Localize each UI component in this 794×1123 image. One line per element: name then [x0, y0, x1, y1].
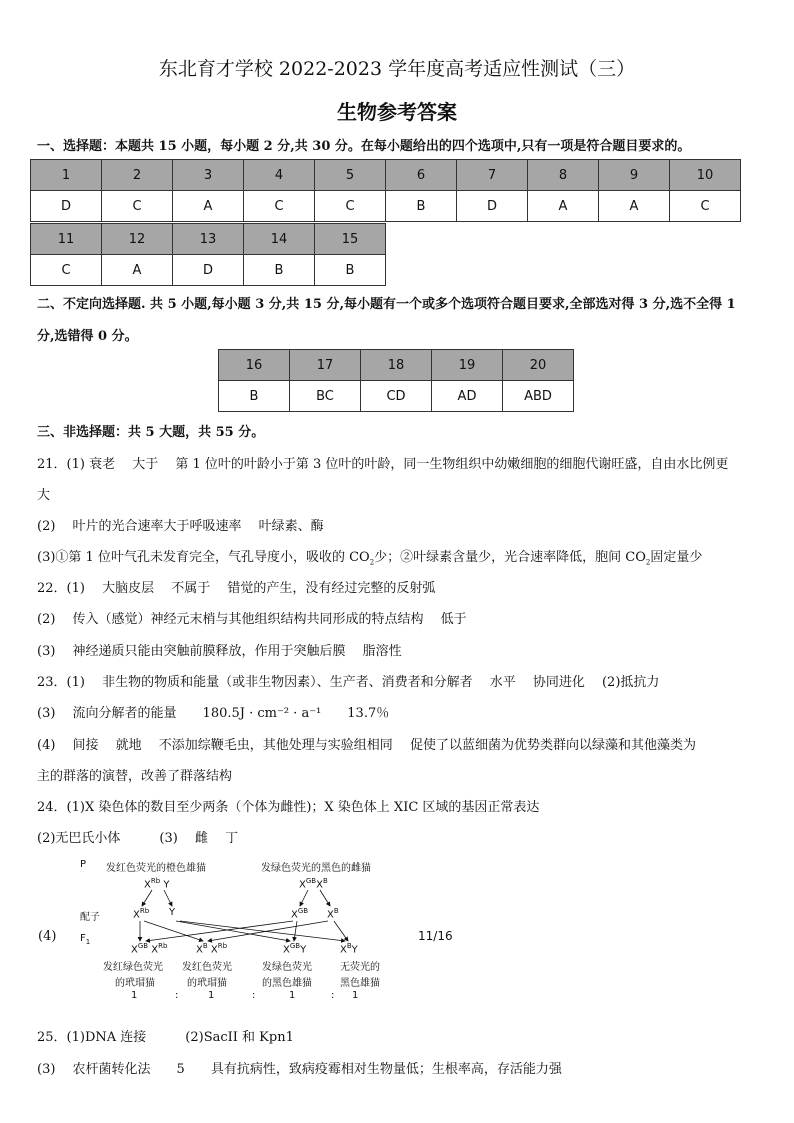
- section2-heading: 二、不定向选择题. 共 5 小题,每小题 3 分,共 15 分,每小题有一个或多个选项符合题目要求,全部选对得 3 分,选不全得 1: [37, 297, 736, 312]
- answer-cell: C: [315, 191, 386, 222]
- page-title: 东北育才学校 2022-2023 学年度高考适应性测试（三）: [158, 58, 636, 80]
- answer-cell: 3: [173, 160, 244, 191]
- answer-cell: 4: [244, 160, 315, 191]
- q24-part4-label: (4): [38, 929, 57, 944]
- page-reference: 11/16: [418, 929, 453, 943]
- arrow-female-to-xb: [320, 890, 330, 906]
- offspring-1-phenotype: 发红绿色荧光: [103, 962, 163, 973]
- co2-subscript: 2: [645, 558, 651, 567]
- gamete-x-rb: $X^{Rb}$: [133, 907, 150, 921]
- answer-cell: ABD: [503, 381, 574, 412]
- section2-heading-cont: 分,选错得 0 分。: [37, 329, 138, 344]
- answer-cell: B: [386, 191, 457, 222]
- page-subtitle: 生物参考答案: [337, 100, 457, 124]
- answer-cell: D: [457, 191, 528, 222]
- arrow-xgb-to-o3: [294, 921, 297, 941]
- q23-part4: (4) 间接 就地 不添加综鞭毛虫，其他处理与实验组相同 促使了以蓝细菌为优势类群向以绿藻和其他藻类为: [37, 738, 696, 753]
- answer-cell: 11: [31, 224, 102, 255]
- offspring-1-genotype: $X^{GB}$ $X^{Rb}$: [131, 942, 168, 956]
- q25-part1: 25．(1)DNA 连接 (2)SacII 和 Kpn1: [37, 1030, 294, 1045]
- answer-cell: A: [173, 191, 244, 222]
- answer-cell: B: [315, 255, 386, 286]
- q21-part2: (2) 叶片的光合速率大于呼吸速率 叶绿素、酶: [37, 519, 324, 534]
- answer-cell: D: [173, 255, 244, 286]
- answer-cell: 2: [102, 160, 173, 191]
- answer-cell: B: [219, 381, 290, 412]
- answer-cell: 15: [315, 224, 386, 255]
- arrow-male-to-xrb: [142, 890, 152, 906]
- answer-cell: 17: [290, 350, 361, 381]
- gamete-x-b: $X^B$: [327, 907, 339, 921]
- gamete-label: 配子: [80, 912, 100, 923]
- ratio-2: 1: [208, 990, 215, 1001]
- offspring-4-genotype: $X^BY$: [340, 942, 358, 956]
- parent-female-label: 发绿色荧光的黑色的雌猫: [261, 863, 371, 874]
- answer-cell: 14: [244, 224, 315, 255]
- answer-cell: 7: [457, 160, 528, 191]
- offspring-3-phenotype-b: 的黑色雄猫: [262, 978, 312, 989]
- answer-cell: CD: [361, 381, 432, 412]
- q21-part3-text-a: (3)①第 1 位叶气孔未发育完全，气孔导度小，吸收的 CO: [37, 550, 370, 565]
- arrow-male-to-y: [164, 890, 172, 906]
- answer-cell: 16: [219, 350, 290, 381]
- answer-cell: 19: [432, 350, 503, 381]
- offspring-2-genotype: $X^B$ $X^{Rb}$: [196, 942, 228, 956]
- gamete-x-gb: $X^{GB}$: [291, 907, 309, 921]
- q24-part2: (2)无巴氏小体 (3) 雌 丁: [37, 831, 239, 846]
- offspring-3-genotype: $X^{GB}Y$: [283, 942, 307, 956]
- answer-cell: 9: [599, 160, 670, 191]
- ratio-4: 1: [352, 990, 359, 1001]
- q23-part3: (3) 流向分解者的能量 180.5J · cm⁻² · a⁻¹ 13.7％: [37, 706, 390, 721]
- q22-part2: (2) 传入（感觉）神经元末梢与其他组织结构共同形成的特点结构 低于: [37, 612, 467, 627]
- gamete-y: Y: [169, 907, 176, 918]
- answer-cell: A: [528, 191, 599, 222]
- q21-part1-cont: 大: [37, 488, 51, 503]
- answer-cell: BC: [290, 381, 361, 412]
- parent-male-genotype: $X^{Rb}$ Y: [144, 877, 170, 891]
- co2-subscript: 2: [369, 558, 375, 567]
- arrow-xb-to-o4: [334, 921, 348, 941]
- q21-part3-text-b: 少；②叶绿素含量少，光合速率降低，胞间 CO: [374, 550, 646, 565]
- offspring-4-phenotype: 无荧光的: [340, 962, 380, 973]
- q22-part3: (3) 神经递质只能由突触前膜释放，作用于突触后膜 脂溶性: [37, 644, 402, 659]
- parent-male-label: 发红色荧光的橙色雄猫: [106, 863, 206, 874]
- answer-cell: 8: [528, 160, 599, 191]
- answer-cell: 10: [670, 160, 741, 191]
- parent-female-genotype: $X^{GB}X^B$: [299, 877, 328, 891]
- answer-cell: 13: [173, 224, 244, 255]
- arrow-y-to-o4: [180, 921, 345, 941]
- q25-part3: (3) 农杆菌转化法 5 具有抗病性，致病疫霉相对生物量低；生根率高，存活能力强: [37, 1062, 562, 1077]
- answer-cell: C: [670, 191, 741, 222]
- offspring-2-phenotype: 发红色荧光: [182, 962, 232, 973]
- q23-part1: 23．(1) 非生物的物质和能量（或非生物因素）、生产者、消费者和分解者 水平 协同进化 (2)抵抗力: [37, 675, 660, 690]
- f1-label: $F_1$: [80, 933, 91, 946]
- offspring-3-phenotype: 发绿色荧光: [262, 962, 312, 973]
- q21-part1: 21．(1) 衰老 大于 第 1 位叶的叶龄小于第 3 位叶的叶龄，同一生物组织中幼嫩细胞的细胞代谢旺盛，自由水比例更: [37, 457, 729, 472]
- answer-cell: B: [244, 255, 315, 286]
- answer-cell: 18: [361, 350, 432, 381]
- ratio-colon: :: [175, 990, 179, 1001]
- answer-cell: C: [244, 191, 315, 222]
- answer-cell: AD: [432, 381, 503, 412]
- answer-cell: C: [31, 255, 102, 286]
- ratio-1: 1: [131, 990, 138, 1001]
- answer-cell: 20: [503, 350, 574, 381]
- answer-cell: A: [102, 255, 173, 286]
- answer-cell: D: [31, 191, 102, 222]
- q21-part3-text-c: 固定量少: [650, 550, 703, 565]
- offspring-4-phenotype-b: 黑色雄猫: [340, 978, 380, 989]
- offspring-2-phenotype-b: 的玳瑁猫: [187, 978, 227, 989]
- answer-cell: 12: [102, 224, 173, 255]
- ratio-colon: :: [331, 990, 335, 1001]
- q24-part1: 24．(1)X 染色体的数目至少两条（个体为雌性)；X 染色体上 XIC 区域的基因正常表达: [37, 800, 540, 815]
- ratio-3: 1: [289, 990, 296, 1001]
- section3-heading: 三、非选择题：共 5 大题，共 55 分。: [37, 425, 265, 440]
- section1-heading: 一、选择题：本题共 15 小题，每小题 2 分,共 30 分。在每小题给出的四个选项中,只有一项是符合题目要求的。: [37, 139, 691, 154]
- answer-cell: A: [599, 191, 670, 222]
- answer-cell: 5: [315, 160, 386, 191]
- ratio-colon: :: [252, 990, 256, 1001]
- q23-part4-cont: 主的群落的演替，改善了群落结构: [37, 769, 233, 784]
- answer-cell: 6: [386, 160, 457, 191]
- generation-p-label: P: [80, 859, 87, 870]
- offspring-1-phenotype-b: 的玳瑁猫: [115, 978, 155, 989]
- arrow-female-to-xgb: [300, 890, 308, 906]
- q22-part1: 22．(1) 大脑皮层 不属于 错觉的产生，没有经过完整的反射弧: [37, 581, 436, 596]
- answer-cell: C: [102, 191, 173, 222]
- answer-cell: 1: [31, 160, 102, 191]
